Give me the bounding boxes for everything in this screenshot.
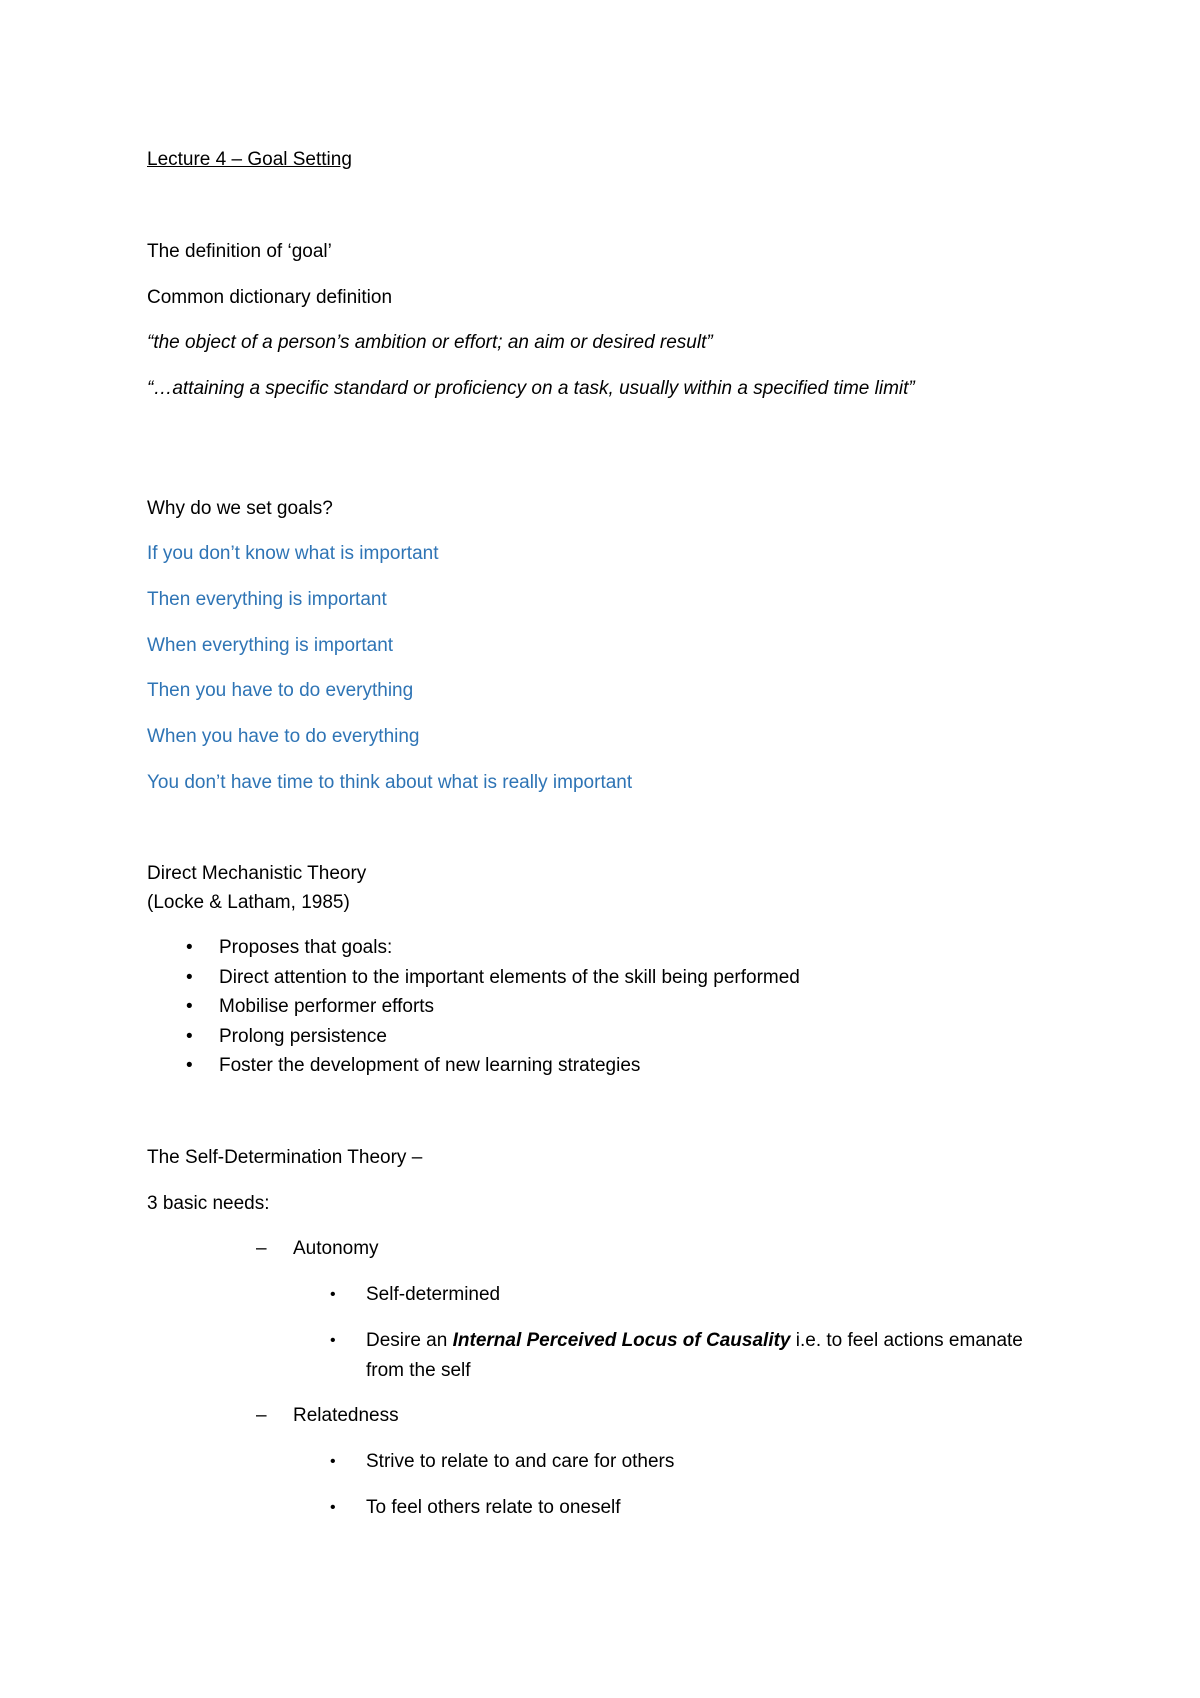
dash-icon: – [256,1405,267,1426]
why-heading: Why do we set goals? [147,498,333,519]
dmt-citation: (Locke & Latham, 1985) [147,892,350,913]
list-item: Self-determined [366,1284,501,1305]
bullet-icon: • [330,1453,336,1470]
bullet-icon: • [186,1026,193,1047]
item-text: i.e. to feel actions emanate [790,1330,1023,1351]
why-line: You don’t have time to think about what is really important [147,772,633,793]
why-line: Then everything is important [147,589,387,610]
list-item: Foster the development of new learning strategies [219,1055,641,1076]
list-item [366,1330,1023,1352]
list-item: Mobilise performer efforts [219,996,435,1017]
list-item-continuation: from the self [366,1360,471,1381]
list-item: Proposes that goals: [219,937,393,958]
dmt-heading: Direct Mechanistic Theory [147,863,367,884]
list-item: Direct attention to the important elements of the skill being performed [219,967,800,988]
sdt-heading: The Self-Determination Theory – [147,1147,423,1168]
page-title: Lecture 4 – Goal Setting [147,149,352,170]
bullet-icon: • [330,1286,336,1303]
why-line: If you don’t know what is important [147,543,439,564]
definition-quote-2: “…attaining a specific standard or proficiency on a task, usually within a specified time limit” [147,378,915,399]
why-line: When you have to do everything [147,726,420,747]
bullet-icon: • [330,1332,336,1349]
item-text: Desire an [366,1330,453,1351]
sdt-needs-label: 3 basic needs: [147,1193,270,1214]
definition-subheading: Common dictionary definition [147,287,393,308]
bullet-icon: • [186,967,193,988]
dash-icon: – [256,1238,267,1259]
list-item: Strive to relate to and care for others [366,1451,675,1472]
bullet-icon: • [330,1499,336,1516]
why-line: When everything is important [147,635,394,656]
bullet-icon: • [186,1055,193,1076]
definition-heading: The definition of ‘goal’ [147,241,332,262]
why-line: Then you have to do everything [147,680,414,701]
need-label-relatedness: Relatedness [293,1405,399,1426]
definition-quote-1: “the object of a person’s ambition or effort; an aim or desired result” [147,332,713,353]
list-item: To feel others relate to oneself [366,1497,621,1518]
emphasized-term: Internal Perceived Locus of Causality [452,1330,791,1351]
bullet-icon: • [186,937,193,958]
list-item: Prolong persistence [219,1026,387,1047]
need-label-autonomy: Autonomy [293,1238,379,1259]
bullet-icon: • [186,996,193,1017]
